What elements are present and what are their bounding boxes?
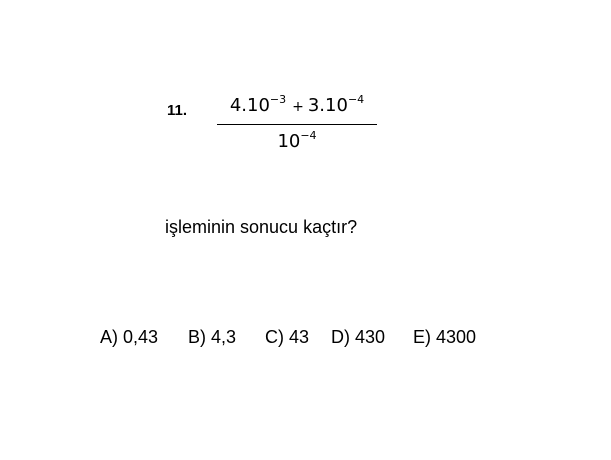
denominator-exponent: −4 [300,129,317,142]
choice-c[interactable]: C) 43 [265,327,310,347]
choice-b[interactable]: B) 4,3 [188,327,237,347]
choice-d[interactable]: D) 430 [331,327,386,347]
numerator-term-1 [230,92,286,120]
choice-a[interactable]: A) 0,43 [100,327,159,347]
question-prompt: işleminin sonucu kaçtır? [165,217,358,237]
plus-operator: + [292,99,304,115]
term-1-base: 4.10 [229,95,270,116]
math-fraction [217,92,377,155]
fraction-numerator [217,92,377,121]
question-number: 11. [167,102,188,119]
fraction-bar [217,124,377,125]
numerator-term-2 [308,92,364,120]
term-2-exponent: −4 [347,93,365,106]
term-2-base: 3.10 [307,95,348,116]
term-1-exponent: −3 [269,93,287,106]
denominator-base: 10 [277,131,301,152]
fraction-denominator [217,129,377,155]
choice-e[interactable]: E) 4300 [413,327,477,347]
